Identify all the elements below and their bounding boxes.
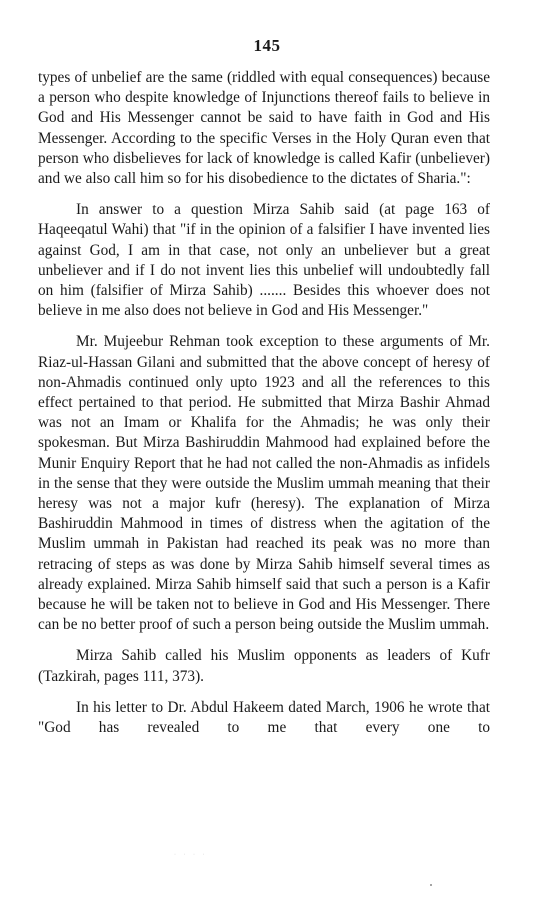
paragraph-continuation: types of unbelief are the same (riddled with equal consequences) because a person who despite knowledge of Injunctions thereof fails to believe in God and His Messenger cannot be said to have faith in God and His Messenger. According to the specific Verses in the Holy Quran even that person who disbelieves for lack of knowledge is called Kafir (unbeliever) and we also call him so for his disobedience to the dictates of Sharia.":: [38, 69, 490, 188]
scan-specks-decoration: · · · ·: [174, 852, 208, 858]
paragraph-leaders-of-kufr: Mirza Sahib called his Muslim opponents as leaders of Kufr (Tazkirah, pages 111, 373).: [38, 647, 490, 685]
page-number: 145: [253, 36, 281, 55]
scan-dot-decoration: [430, 884, 432, 886]
paragraph-haqeeqatul-wahi-quote: In answer to a question Mirza Sahib said (at page 163 of Haqeeqatul Wahi) that "if in the opinion of a falsifier I have invented lies against God, I am in that case, not only an unbeliever but a great unbeliever and if I do not invent lies this unbelief will undoubtedly fall on him (falsifier of Mirza Sahib) ....... Besides this whoever does not believe in me also does not believe in God and His Messenger.": [38, 201, 490, 320]
page-body: [38, 68, 490, 749]
paragraph-mujeebur-rehman-argument: Mr. Mujeebur Rehman took exception to these arguments of Mr. Riaz-ul-Hassan Gilani and submitted that the above concept of heresy of non-Ahmadis continued only upto 1923 and all the references to this effect pertained to that period. He submitted that Mirza Bashir Ahmad was not an Imam or Khalifa for the Ahmadis; he was only their spokesman. But Mirza Bashiruddin Mahmood had explained before the Munir Enquiry Report that he had not called the non-Ahmadis as infidels in the sense that they were outside the Muslim ummah meaning that their heresy was not a major kufr (heresy). The explanation of Mirza Bashiruddin Mahmood in times of distress when the agitation of the Muslim ummah in Pakistan had reached its peak was no more than retracing of steps as was done by Mirza Sahib himself several times as already explained. Mirza Sahib himself said that such a person is a Kafir because he will be taken not to believe in God and His Messenger. There can be no better proof of such a person being outside the Muslim ummah.: [38, 333, 490, 634]
paragraph-letter-abdul-hakeem: In his letter to Dr. Abdul Hakeem dated March, 1906 he wrote that "God has revealed to me that every one to: [38, 698, 490, 737]
